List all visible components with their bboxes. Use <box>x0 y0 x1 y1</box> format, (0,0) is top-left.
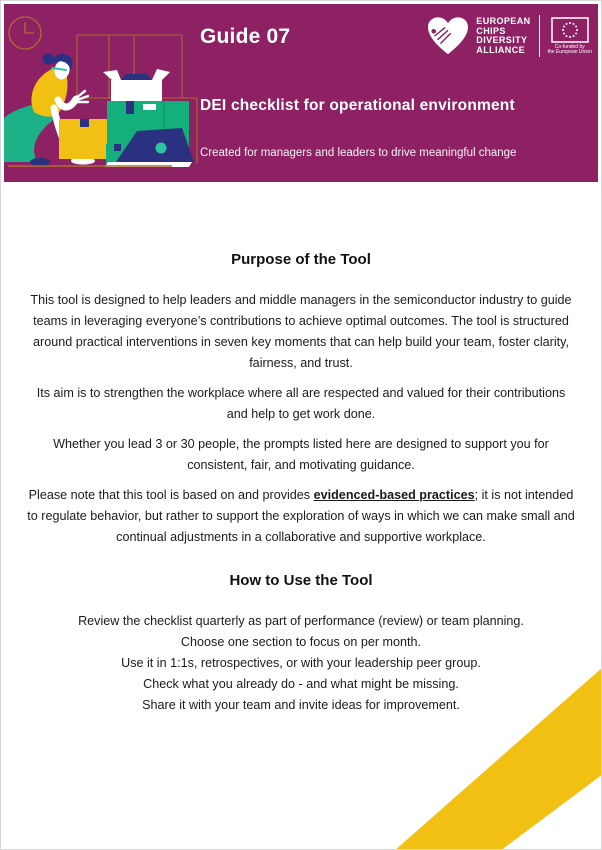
green-box-tape <box>126 101 134 114</box>
raised-arm <box>58 99 76 107</box>
howto-line-3: Use it in 1:1s, retrospectives, or with your leadership peer group. <box>121 656 481 670</box>
evidence-based-emphasis: evidenced-based practices <box>313 488 475 502</box>
purpose-paragraph-2: Its aim is to strengthen the workplace where all are respected and valued for their contributions and help to get work done. <box>36 386 566 421</box>
eu-cofunded-badge <box>548 17 592 56</box>
hand-fingers <box>76 91 88 102</box>
purpose-heading: Purpose of the Tool <box>231 251 371 268</box>
logo-line-chips: CHIPS <box>476 25 506 36</box>
small-box-tape <box>114 144 121 151</box>
eu-caption-line1: Co-funded by <box>554 43 585 50</box>
ecda-logo-text <box>476 17 530 55</box>
header-banner <box>4 4 598 182</box>
eu-flag-icon <box>551 17 589 43</box>
hair-bun <box>43 54 54 65</box>
clock-icon <box>9 17 41 49</box>
shoe <box>30 158 50 166</box>
eu-caption <box>548 45 592 56</box>
guide-subtitle: DEI checklist for operational environment <box>200 97 515 114</box>
ecda-logo <box>425 15 592 57</box>
logo-divider <box>539 15 540 57</box>
purpose-paragraph-3: Whether you lead 3 or 30 people, the prompts listed here are designed to support you for consistent, fair, and motivating guidance. <box>53 437 549 472</box>
logo-line-european: EUROPEAN <box>476 16 531 26</box>
howto-line-5: Share it with your team and invite ideas for improvement. <box>142 698 460 712</box>
howto-line-1: Review the checklist quarterly as part of performance (review) or team planning. <box>78 614 524 628</box>
howto-line-2: Choose one section to focus on per month. <box>180 635 422 649</box>
woman-unpacking-illustration <box>4 4 204 182</box>
heart-hands-icon <box>425 16 471 56</box>
eu-caption-line2: the European Union <box>547 49 592 55</box>
logo-line-alliance: ALLIANCE <box>476 44 525 55</box>
document-body <box>1 182 601 716</box>
howto-heading: How to Use the Tool <box>229 572 373 589</box>
purpose-paragraph-4 <box>27 485 575 548</box>
logo-line-diversity: DIVERSITY <box>476 35 528 45</box>
yellow-corner-ribbon <box>381 661 602 850</box>
purpose-paragraph-1: This tool is designed to help leaders and middle managers in the semiconductor industry to guide teams in leveraging everyone’s contributions to achieve optimal outcomes. The tool is structured around practical interventions in seven key moments that can help build your team, foster clarity, fairness, and trust. <box>30 293 572 370</box>
yellow-box-tape <box>80 119 89 127</box>
open-white-box <box>103 69 170 101</box>
howto-line-4: Check what you already do - and what might be missing. <box>143 677 459 691</box>
laptop-logo <box>156 143 167 154</box>
green-box-label <box>143 104 156 110</box>
guide-title: Guide 07 <box>200 25 291 48</box>
guide-tagline: Created for managers and leaders to drive meaningful change <box>200 147 517 159</box>
p4-prefix: Please note that this tool is based on and provides <box>28 488 314 502</box>
p4-suffix: ; it is not intended to regulate behavior, but rather to support the exploration of ways in which we can make small and continual adjustments in a collaborative and supportive workplace. <box>27 488 575 544</box>
